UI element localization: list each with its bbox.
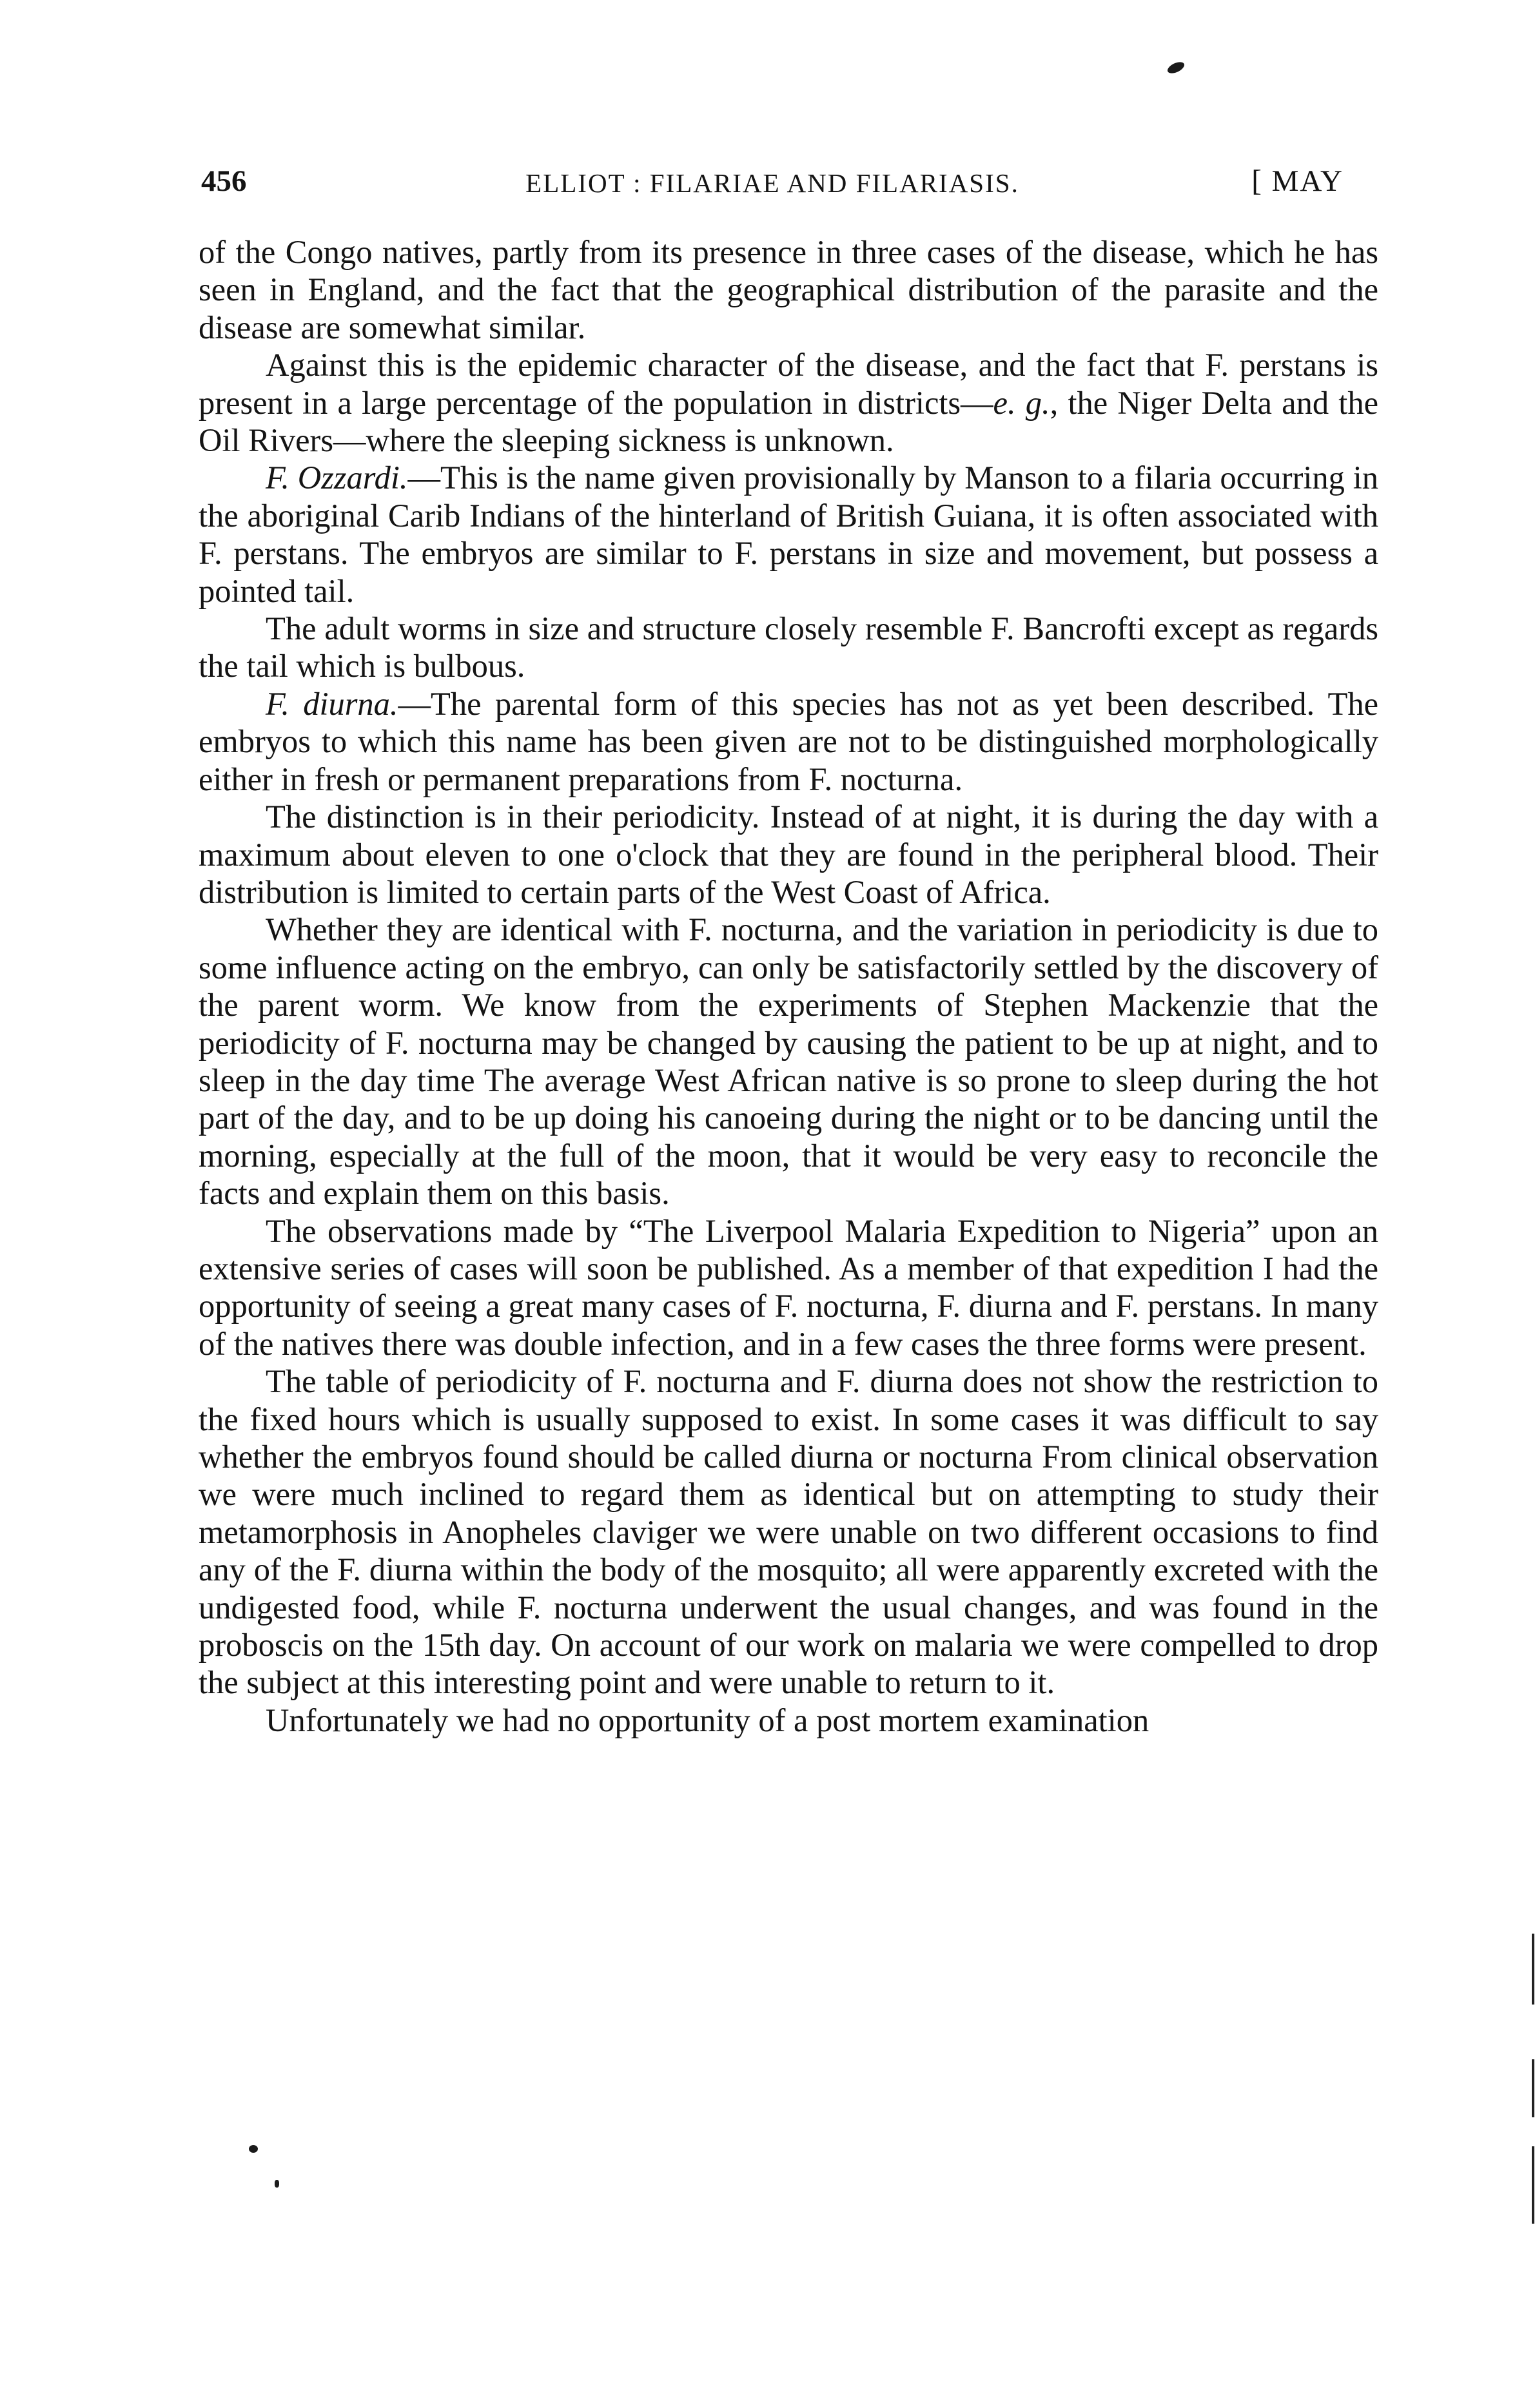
paragraph bbox=[199, 1702, 1378, 1739]
scan-edge-line bbox=[1532, 2059, 1534, 2117]
paragraph bbox=[199, 233, 1378, 346]
text-run: The table of periodicity of F. nocturna and F. diurna does not show the restriction to the fixed hours which is usually supposed to exist. In some cases it was difficult to say whether the embryos found should be called diurna or nocturna From clinical observation we were much inclined to regard them as identical but on attempting to study their metamorphosis in Anopheles claviger we were unable on two different occasions to find any of the F. diurna within the body of the mosquito; all were apparently excreted with the undigested food, while F. nocturna underwent the usual changes, and was found in the proboscis on the 15th day. On account of our work on malaria we were compelled to drop the subject at this interesting point and were unable to return to it. bbox=[199, 1363, 1378, 1701]
paragraph bbox=[199, 610, 1378, 685]
header-month: [ MAY bbox=[1251, 164, 1344, 198]
ink-speck bbox=[275, 2180, 279, 2188]
paragraph bbox=[199, 911, 1378, 1212]
text-run: The distinction is in their periodicity. Instead of at night, it is during the day with a maximum about eleven to one o'clock that they are found in the peripheral blood. Their distribution is limited to certain parts of the West Coast of Africa. bbox=[199, 799, 1378, 910]
paragraph bbox=[199, 1212, 1378, 1363]
paragraph bbox=[199, 685, 1378, 798]
text-run: The adult worms in size and structure closely resemble F. Bancrofti except as regards the tail which is bulbous. bbox=[199, 610, 1378, 685]
page-number: 456 bbox=[201, 164, 247, 198]
italic-text: e. g. bbox=[993, 384, 1050, 421]
body-text bbox=[199, 233, 1378, 1739]
text-run: The observations made by “The Liverpool Malaria Expedition to Nigeria” upon an extensive series of cases will soon be published. As a member of that expedition I had the opportunity of seeing a great many cases of F. nocturna, F. diurna and F. perstans. In many of the natives there was double infection, and in a few cases the three forms were present. bbox=[199, 1212, 1378, 1362]
text-run: —The parental form of this species has not as yet been described. The embryos to which this name has been given are not to be distinguished morphologically either in fresh or permanent preparations from F. nocturna. bbox=[199, 685, 1379, 797]
ink-blot bbox=[1166, 60, 1186, 76]
text-run: of the Congo natives, partly from its presence in three cases of the disease, which he has seen in England, and the fact that the geographical distribution of the parasite and the disease are somewhat similar. bbox=[199, 234, 1378, 345]
text-run: Unfortunately we had no opportunity of a post mortem examination bbox=[266, 1702, 1149, 1738]
scan-edge-line bbox=[1532, 2146, 1534, 2224]
text-run: —This is the name given provisionally by Manson to a filaria occurring in the aboriginal Carib Indians of the hinterland of British Guiana, it is often associated with F. perstans. The embryos are similar to F. perstans in size and movement, but possess a pointed tail. bbox=[199, 460, 1378, 609]
italic-text: F. diurna. bbox=[266, 685, 398, 722]
text-run: Against this is the epidemic character of the disease, and the fact that F. perstans is present in a large percentage of the population in districts— bbox=[199, 347, 1378, 421]
paragraph bbox=[199, 346, 1378, 459]
running-title: ELLIOT : FILARIAE AND FILARIASIS. bbox=[525, 168, 1019, 198]
paragraph bbox=[199, 459, 1378, 610]
scan-edge-line bbox=[1532, 1934, 1534, 2005]
paragraph bbox=[199, 1363, 1378, 1702]
italic-text: F. Ozzardi. bbox=[266, 460, 408, 496]
running-header bbox=[201, 164, 1344, 205]
text-run: , the Niger Delta and the Oil Rivers—where the sleeping sickness is unknown. bbox=[199, 384, 1378, 459]
text-run: Whether they are identical with F. nocturna, and the variation in periodicity is due to some influence acting on the embryo, can only be satisfactorily settled by the discovery of the parent worm. We know from the experiments of Stephen Mackenzie that the periodicity of F. nocturna may be changed by causing the patient to be up at night, and to sleep in the day time The average West African native is so prone to sleep during the hot part of the day, and to be up doing his canoeing during the night or to be dancing until the morning, especially at the full of the moon, that it would be very easy to reconcile the facts and explain them on this basis. bbox=[199, 911, 1378, 1212]
ink-speck bbox=[249, 2145, 258, 2153]
paragraph bbox=[199, 798, 1378, 911]
